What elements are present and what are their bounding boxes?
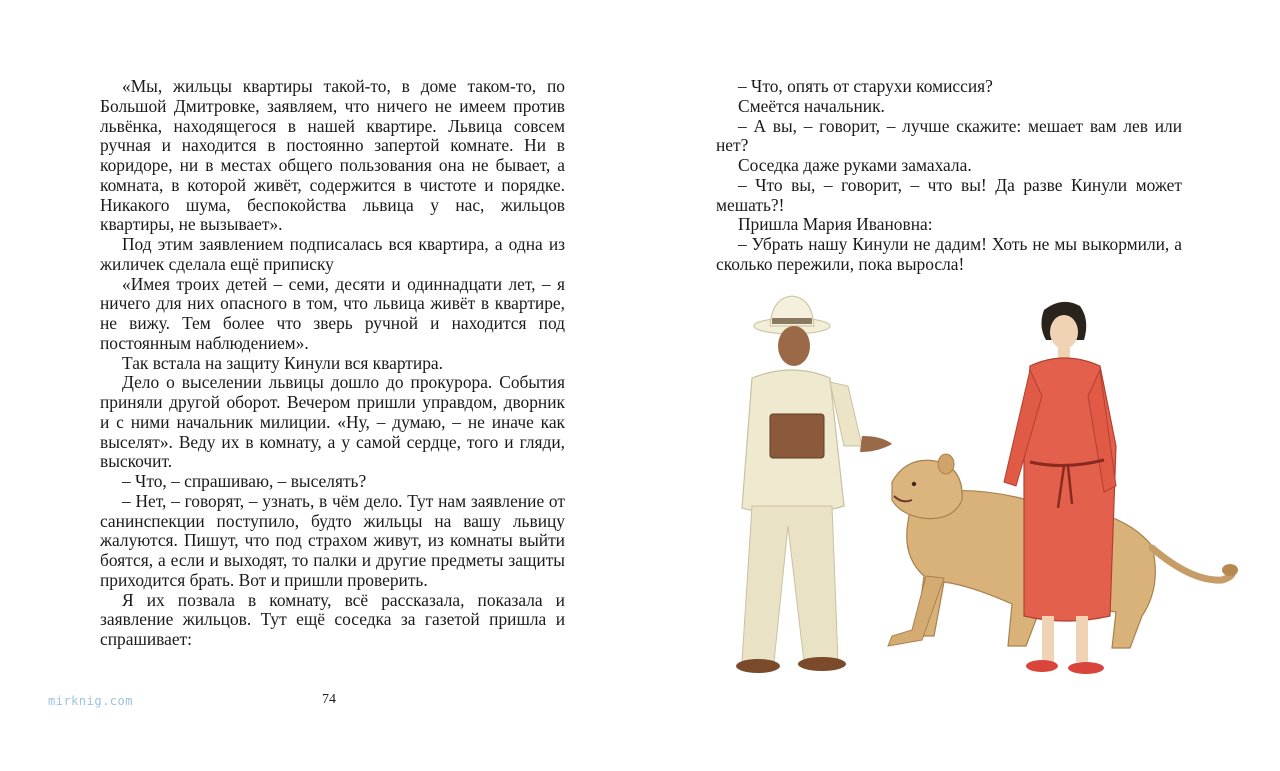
paragraph: Пришла Мария Ивановна: — [738, 214, 933, 235]
illustration — [712, 286, 1244, 694]
paragraph: «Мы, жильцы квартиры такой-то, в доме таком-то, по Большой Дмитровке, заявляем, что ничего не имеем против львёнка, находящегося в нашей квартире. Львица совсем ручная и находится в постоянно запертой комнате. Ни в коридоре, ни в местах общего пользования она не бывает, а комната, в которой живёт, содержится в чистоте и порядке. Никакого шума, беспокойства львица у нас, жильцов квартиры, не вызывает». — [100, 76, 565, 235]
paragraph: – А вы, – говорит, – лучше скажите: мешает вам лев или нет? — [716, 115, 1182, 156]
man-figure — [736, 296, 892, 673]
page-number: 74 — [322, 692, 336, 707]
paragraph: Я их позвала в комнату, всё рассказала, показала и заявление жильцов. Тут ещё соседка за газетой пришла и спрашивает: — [100, 589, 565, 649]
paragraph: – Нет, – говорят, – узнать, в чём дело. Тут нам заявление от санинспекции поступило, будто жильцы на вашу львицу жалуются. Пишут, что под страхом живут, из комнаты выйти боятся, а если и выходят, то палки и другие предметы защиты приходится брать. Вот и пришли проверить. — [100, 490, 565, 590]
paragraph: – Что вы, – говорит, – что вы! Да разве Кинули может мешать?! — [716, 174, 1182, 215]
paragraph: Соседка даже руками замахала. — [738, 155, 972, 175]
left-text-column — [100, 77, 565, 650]
paragraph: «Имея троих детей – семи, десяти и одиннадцати лет, – я ничего для них опасного в том, что львица живёт в квартире, не вижу. Тем более что зверь ручной и находится под постоянным наблюдением». — [100, 273, 565, 353]
paragraph: Смеётся начальник. — [738, 95, 885, 116]
paragraph: Под этим заявлением подписалась вся квартира, а одна из жиличек сделала ещё приписку — [100, 234, 565, 274]
right-text-column — [716, 77, 1182, 275]
paragraph: – Что, опять от старухи комиссия? — [738, 76, 993, 96]
paragraph: – Что, – спрашиваю, – выселять? — [122, 471, 367, 491]
paragraph: Так встала на защиту Кинули вся квартира. — [122, 352, 443, 373]
paragraph: Дело о выселении львицы дошло до прокурора. События приняли другой оборот. Вечером пришли управдом, дворник и с ними начальник милиции. «Ну, – думаю, – не иначе как выселят». Веду их в комнату, а у самой сердце, того и гляди, выскочит. — [100, 372, 565, 472]
paragraph: – Убрать нашу Кинули не дадим! Хоть не мы выкормили, а сколько пережили, пока выросла! — [716, 234, 1182, 274]
watermark: mirknig.com — [48, 694, 133, 708]
